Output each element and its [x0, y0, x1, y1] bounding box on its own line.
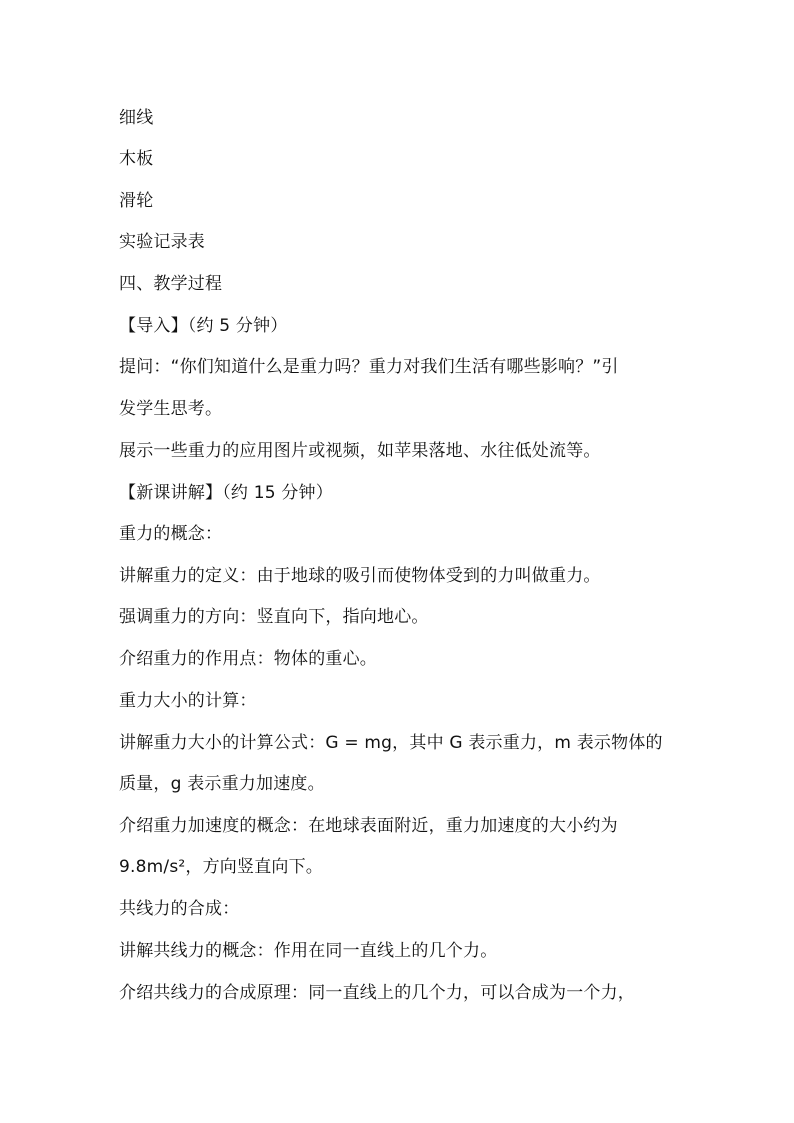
paragraph-formula-line-1: 讲解重力大小的计算公式：G = mg，其中 G 表示重力，m 表示物体的	[119, 733, 663, 753]
text-line-material-pulley: 滑轮	[119, 191, 154, 211]
topic-gravity-calculation: 重力大小的计算：	[119, 691, 257, 711]
section-heading-teaching-process: 四、教学过程	[119, 274, 223, 294]
paragraph-collinear-concept: 讲解共线力的概念：作用在同一直线上的几个力。	[119, 941, 498, 961]
text-line-material-record-sheet: 实验记录表	[119, 232, 205, 252]
paragraph-collinear-principle: 介绍共线力的合成原理：同一直线上的几个力，可以合成为一个力，	[119, 983, 635, 1003]
topic-collinear-forces: 共线力的合成：	[119, 899, 240, 919]
subheading-new-lesson: 【新课讲解】（约 15 分钟）	[119, 483, 333, 503]
paragraph-formula-line-2: 质量，g 表示重力加速度。	[119, 774, 325, 794]
paragraph-gravity-direction: 强调重力的方向：竖直向下，指向地心。	[119, 607, 429, 627]
paragraph-show-pictures: 展示一些重力的应用图片或视频，如苹果落地、水往低处流等。	[119, 441, 601, 461]
paragraph-acceleration-line-1: 介绍重力加速度的概念：在地球表面附近，重力加速度的大小约为	[119, 816, 618, 836]
text-line-material-thread: 细线	[119, 108, 154, 128]
text-line-material-board: 木板	[119, 149, 154, 169]
subheading-introduction: 【导入】（约 5 分钟）	[119, 316, 288, 336]
paragraph-gravity-definition: 讲解重力的定义：由于地球的吸引而使物体受到的力叫做重力。	[119, 566, 601, 586]
paragraph-question-line-1: 提问：“你们知道什么是重力吗？重力对我们生活有哪些影响？”引	[119, 357, 619, 377]
paragraph-question-line-2: 发学生思考。	[119, 399, 223, 419]
paragraph-gravity-point: 介绍重力的作用点：物体的重心。	[119, 649, 377, 669]
topic-gravity-concept: 重力的概念：	[119, 524, 223, 544]
paragraph-acceleration-line-2: 9.8m/s²，方向竖直向下。	[119, 857, 323, 877]
